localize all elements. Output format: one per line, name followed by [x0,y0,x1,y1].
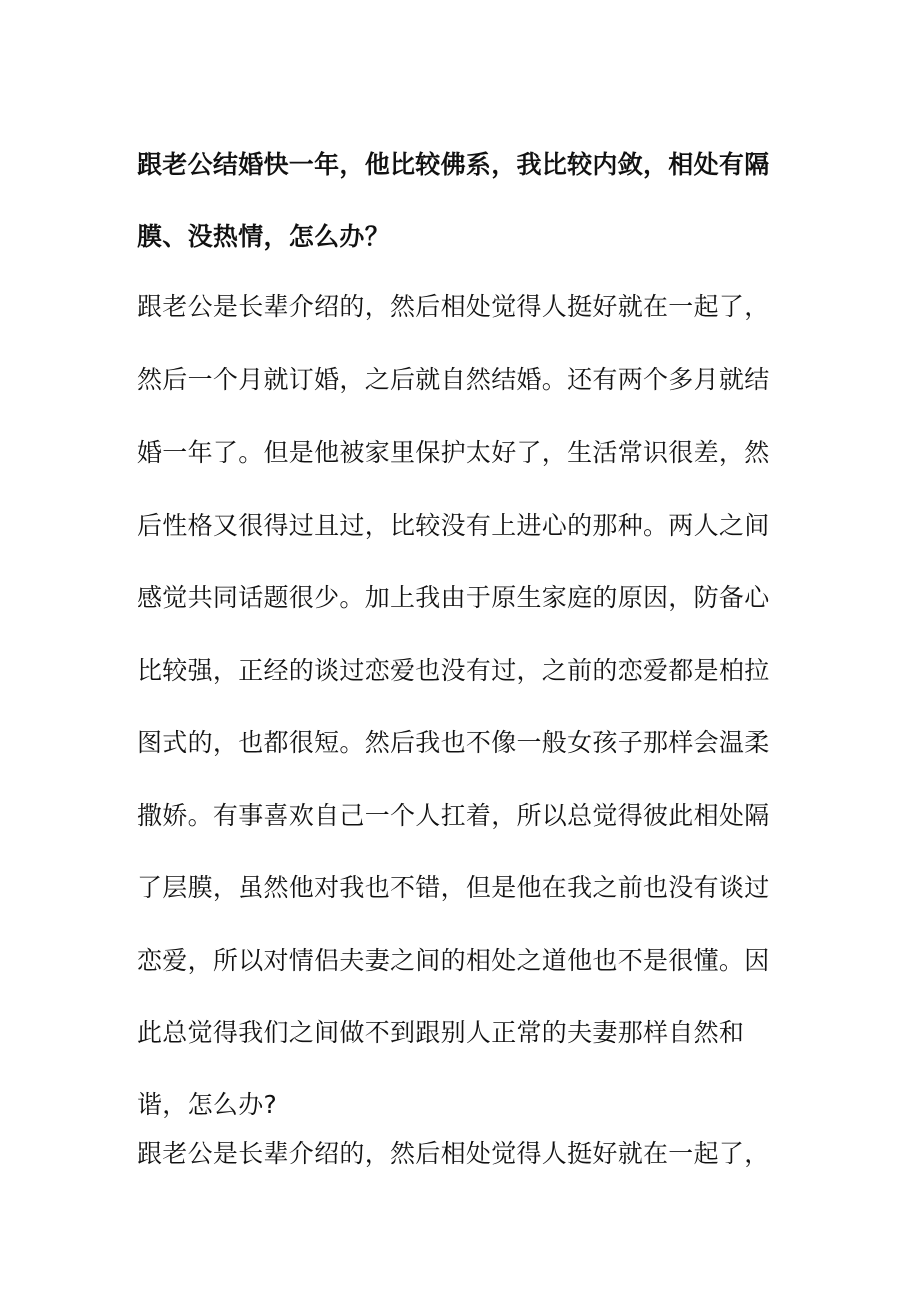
title-line-2: 膜、没热情，怎么办？ [137,222,391,251]
body-line-6: 比较强，正经的谈过恋爱也没有过，之前的恋爱都是柏拉 [137,656,770,685]
body-line-12: 谐，怎么办? [137,1090,278,1119]
body-line-3: 婚一年了。但是他被家里保护太好了，生活常识很差，然 [137,438,770,467]
body-line-9: 了层膜，虽然他对我也不错，但是他在我之前也没有谈过 [137,873,770,902]
body-line-5: 感觉共同话题很少。加上我由于原生家庭的原因，防备心 [137,583,770,612]
body-line-10: 恋爱，所以对情侣夫妻之间的相处之道他也不是很懂。因 [137,946,770,975]
body-line-8: 撒娇。有事喜欢自己一个人扛着，所以总觉得彼此相处隔 [137,801,770,830]
body-line-11: 此总觉得我们之间做不到跟别人正常的夫妻那样自然和 [137,1018,745,1047]
body-line-4: 后性格又很得过且过，比较没有上进心的那种。两人之间 [137,511,770,540]
body-line-7: 图式的，也都很短。然后我也不像一般女孩子那样会温柔 [137,728,770,757]
body-line-2: 然后一个月就订婚，之后就自然结婚。还有两个多月就结 [137,365,770,394]
body-line-1: 跟老公是长辈介绍的，然后相处觉得人挺好就在一起了， [137,292,770,321]
body-line-13: 跟老公是长辈介绍的，然后相处觉得人挺好就在一起了， [137,1139,770,1168]
title-line-1: 跟老公结婚快一年，他比较佛系，我比较内敛，相处有隔 [137,150,770,179]
